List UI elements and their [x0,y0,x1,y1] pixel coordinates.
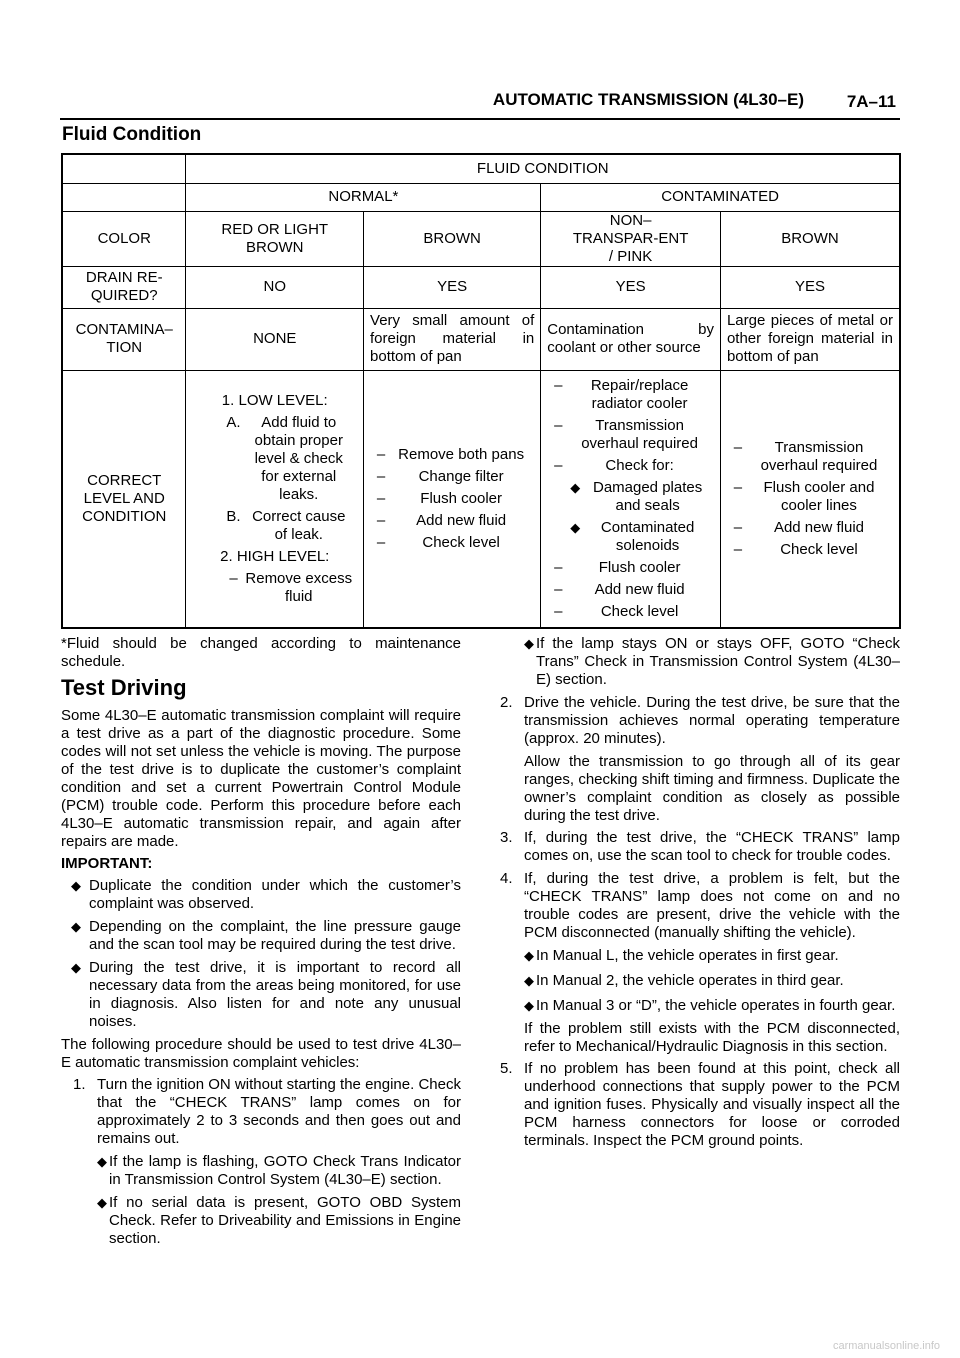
list-item: ◆ Duplicate the condition under which the customer’s complaint was observed. [71,877,461,912]
table-cell: Very small amount of foreign material in bottom of pan [364,308,541,370]
site-watermark: carmanualsonline.info [832,1340,940,1352]
row-label-drain: DRAIN RE-QUIRED? [62,266,186,308]
table-cell: BROWN [364,211,541,266]
list-item: 2. Drive the vehicle. During the test drive, be sure that the transmission achieves normal operating temperature (approx. 20 minutes). [500,694,900,747]
page-number: 7A–11 [846,92,896,111]
list-item: – Add new fluid [554,580,685,598]
table-cell: NON–TRANSPAR-ENT / PINK [541,211,721,266]
table-corner-cell [62,183,186,211]
group-normal: NORMAL* [186,183,541,211]
list-item: ◆ In Manual 3 or “D”, the vehicle operates in fourth gear. [524,997,896,1014]
intro-paragraph: Some 4L30–E automatic transmission complaint will require a test drive as a part of the diagnostic procedure. Some codes will not set unless the vehicle is moving. The purpose of the test drive is to duplicate the customer’s complaint condition and set a current Powertrain Control Module (PCM) trouble code. Perform this procedure before each 4L30–E automatic transmission repair, and again after repairs are made. [61,707,461,850]
diamond-bullet-icon: ◆ [71,919,81,934]
table-row [62,266,900,308]
list-item: – Remove both pans [376,445,525,463]
list-item: A. Add fluid to obtain proper level & check for external leaks. [226,413,343,503]
list-item: ◆ In Manual 2, the vehicle operates in third gear. [524,972,844,989]
table-row [62,308,900,370]
diamond-bullet-icon: ◆ [570,479,581,495]
list-item: ◆ If the lamp is flashing, GOTO Check Trans Indicator in Transmission Control System (4L30–E) section. [97,1153,461,1188]
list-item: 3. If, during the test drive, the “CHECK TRANS” lamp comes on, use the scan tool to check for trouble codes. [500,829,900,864]
list-item: B. Correct cause of leak. [226,507,346,543]
section-title: Fluid Condition [62,124,202,145]
list-item: 1. Turn the ignition ON without starting the engine. Check that the “CHECK TRANS” lamp comes on for approximately 2 to 3 seconds and then goes out and remains out. [73,1076,461,1147]
list-item: – Flush cooler [376,489,502,507]
table-cell: RED OR LIGHT BROWN [186,211,364,266]
pink-steps-cell [541,370,721,628]
row-label-color: COLOR [62,211,186,266]
list-item: 4. If, during the test drive, a problem is felt, but the “CHECK TRANS” lamp does not come on and no trouble codes are present, drive the vehicle with the PCM disconnected (manually shifting the vehicle). [500,870,900,941]
list-item: – Flush cooler and cooler lines [733,478,875,514]
list-item: – Add new fluid [733,518,864,536]
list-item: 5. If no problem has been found at this point, check all underhood connections that supply power to the PCM and ignition fuses. Physically and visually inspect all the PCM harness connectors for loose or corroded terminals. Inspect the PCM ground points. [500,1060,900,1149]
low-level-label: 1. LOW LEVEL: [221,391,328,409]
table-corner-cell [62,154,186,183]
table-footnote: *Fluid should be changed according to maintenance schedule. [61,635,461,670]
row-label-correct: CORRECT LEVEL AND CONDITION [62,370,186,628]
list-item: ◆ In Manual L, the vehicle operates in first gear. [524,947,839,964]
table-cell: Large pieces of metal or other foreign material in bottom of pan [720,308,900,370]
test-driving-heading: Test Driving [61,675,187,700]
diamond-bullet-icon: ◆ [71,878,81,893]
list-item: – Check level [733,540,858,558]
list-item: – Change filter [376,467,504,485]
list-item: – Repair/replace radiator cooler [554,376,689,412]
table-row [62,370,900,628]
page-header [60,88,900,120]
list-item: – Check for: [554,456,674,474]
list-item: ◆ During the test drive, it is important to record all necessary data from the areas being monitored, for use in diagnosis. Also listen for and note any unusual noises. [71,959,461,1030]
list-item: ◆ Contaminated solenoids [549,519,712,555]
list-item: – Check level [376,533,500,551]
step2-paragraph: Allow the transmission to go through all of its gear ranges, checking shift timing and firmness. Duplicate the owner’s complaint condition as closely as possible during the test drive. [524,753,900,824]
procedure-intro: The following procedure should be used to test drive 4L30–E automatic transmission complaint vehicles: [61,1036,461,1071]
brown2-steps-cell [720,370,900,628]
table-row [62,211,900,266]
header-title: AUTOMATIC TRANSMISSION (4L30–E) [492,90,804,109]
table-cell: YES [364,266,541,308]
diamond-bullet-icon: ◆ [570,519,581,535]
diamond-bullet-icon: ◆ [524,998,534,1013]
table-cell: YES [720,266,900,308]
normal-steps-cell [186,370,364,628]
fluid-condition-table [61,153,901,629]
table-title: FLUID CONDITION [186,154,900,183]
right-column [500,635,900,1155]
list-item: – Transmission overhaul required [554,416,698,452]
list-item: ◆ If no serial data is present, GOTO OBD System Check. Refer to Driveability and Emissions in Engine section. [97,1194,461,1247]
list-item: ◆ Depending on the complaint, the line pressure gauge and the scan tool may be required during the test drive. [71,918,461,953]
step4-paragraph: If the problem still exists with the PCM disconnected, refer to Mechanical/Hydraulic Diagnosis in this section. [524,1020,900,1055]
diamond-bullet-icon: ◆ [524,948,534,963]
table-cell: NONE [186,308,364,370]
table-cell: YES [541,266,721,308]
list-item: ◆ Damaged plates and seals [549,479,712,515]
table-cell: Contamination by coolant or other source [541,308,721,370]
left-column [61,635,461,1253]
table-cell: NO [186,266,364,308]
high-level-label: 2. HIGH LEVEL: [220,547,330,565]
row-label-contamination: CONTAMINA–TION [62,308,186,370]
list-item: – Add new fluid [376,511,507,529]
list-item: – Remove excess fluid [229,569,353,605]
important-label: IMPORTANT: [61,855,153,872]
group-contaminated: CONTAMINATED [541,183,900,211]
diamond-bullet-icon: ◆ [524,636,534,651]
brown-steps-cell [364,370,541,628]
diamond-bullet-icon: ◆ [97,1195,107,1210]
list-item: ◆ If the lamp stays ON or stays OFF, GOTO “Check Trans” Check in Transmission Control System (4L30–E) section. [524,635,900,688]
table-cell: BROWN [720,211,900,266]
list-item: – Transmission overhaul required [733,438,878,474]
diamond-bullet-icon: ◆ [71,960,81,975]
diamond-bullet-icon: ◆ [97,1154,107,1169]
diamond-bullet-icon: ◆ [524,973,534,988]
list-item: – Flush cooler [554,558,681,576]
list-item: – Check level [554,602,679,620]
